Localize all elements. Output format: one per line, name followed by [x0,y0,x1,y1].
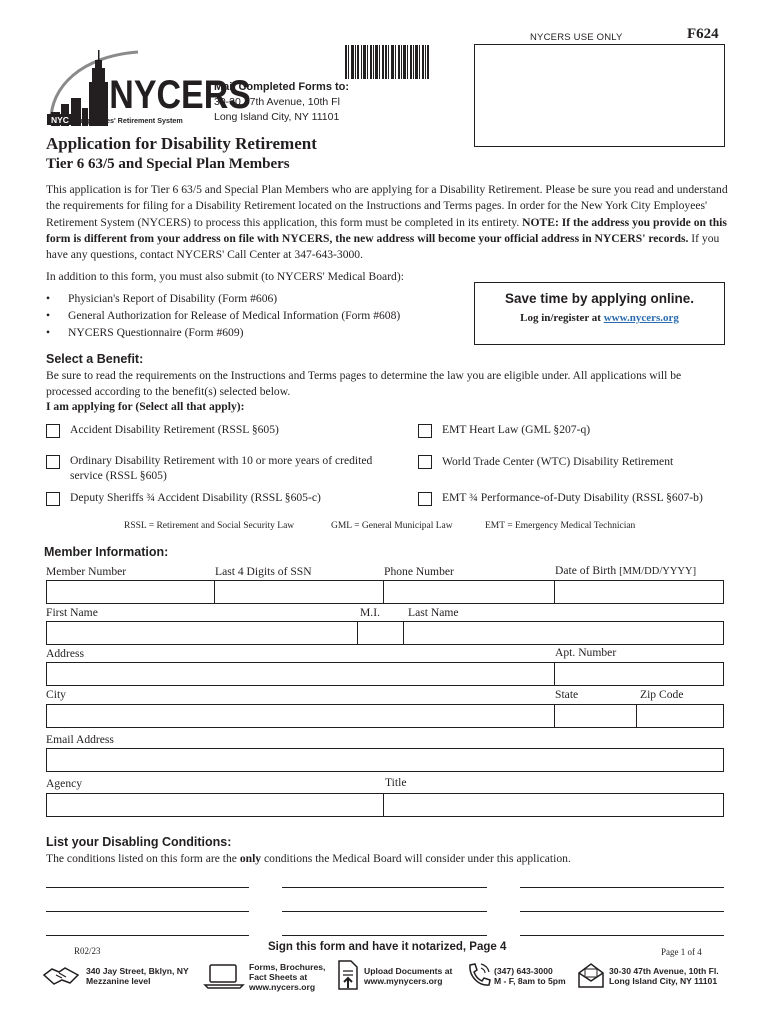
condition-line[interactable] [520,911,724,912]
footer-walkin-line1: 340 Jay Street, Bklyn, NY [86,966,189,976]
footer-upload-line2[interactable]: www.mynycers.org [364,976,443,986]
sign-notice: Sign this form and have it notarized, Page 4 [268,941,507,953]
footer-mail-line1: 30-30 47th Avenue, 10th Fl. [609,966,719,976]
page-number: Page 1 of 4 [661,947,702,957]
nycers-use-only-label: NYCERS USE ONLY [530,32,623,43]
phone-input[interactable] [383,580,556,604]
member-info-heading: Member Information: [44,545,169,559]
footer-forms-line1: Forms, Brochures, [249,962,326,972]
mail-line-2: Long Island City, NY 11101 [214,111,340,123]
svg-text:NYC: NYC [51,115,69,125]
apply-online-headline: Save time by applying online. [504,291,695,306]
label-member-number: Member Number [46,565,127,578]
condition-line[interactable] [282,935,487,936]
label-email: Email Address [46,733,114,746]
label-zip: Zip Code [640,688,684,701]
footer-forms-line3[interactable]: www.nycers.org [249,982,316,992]
conditions-text-before: The conditions listed on this form are the [46,852,240,865]
condition-line[interactable] [46,911,249,912]
title-input[interactable] [383,793,724,817]
label-ordinary-line2: service (RSSL §605) [70,469,167,482]
checkbox-emt-heart-law[interactable] [418,424,432,438]
apply-online-login [475,312,724,324]
additional-forms-lead: In addition to this form, you must also submit (to NYCERS' Medical Board): [46,270,404,283]
label-title: Title [385,776,407,789]
condition-line[interactable] [46,935,249,936]
footer-contact-bar [42,959,724,995]
conditions-heading: List your Disabling Conditions: [46,835,232,849]
footer-phone-line2: M - F, 8am to 5pm [494,976,566,986]
last-name-input[interactable] [403,621,724,645]
footer-mail-address [609,966,719,986]
mail-line-1: 30-30 47th Avenue, 10th Fl [214,96,340,108]
checkbox-emt-performance[interactable] [418,492,432,506]
checkbox-wtc-disability[interactable] [418,455,432,469]
condition-line[interactable] [520,887,724,888]
condition-line[interactable] [46,887,249,888]
nycers-logo [43,46,251,132]
label-first-name: First Name [46,606,98,619]
footer-upload-line1: Upload Documents at [364,966,453,976]
first-name-input[interactable] [46,621,359,645]
dob-input[interactable] [554,580,724,604]
label-ordinary-line1: Ordinary Disability Retirement with 10 or more years of credited [70,454,373,467]
form-subtitle: Tier 6 63/5 and Special Plan Members [46,156,290,172]
upload-document-icon [336,959,360,991]
footer-forms-line2: Fact Sheets at [249,972,308,982]
footer-walkin [86,966,189,986]
footer-walkin-line2: Mezzanine level [86,976,151,986]
label-apt: Apt. Number [555,646,617,659]
agency-input[interactable] [46,793,385,817]
label-phone: Phone Number [384,565,454,578]
state-input[interactable] [554,704,638,728]
label-emt-heart-law: EMT Heart Law (GML §207-q) [442,423,591,436]
city-input[interactable] [46,704,556,728]
login-prefix: Log in/register at [520,312,604,324]
label-deputy-sheriffs: Deputy Sheriffs ¾ Accident Disability (RSSL §605-c) [70,491,321,504]
list-item: • General Authorization for Release of Medical Information (Form #608) [46,307,400,324]
benefit-instructions: Be sure to read the requirements on the Instructions and Terms pages to determine the law you are eligible under. All applications will be processed according to the benefit(s) selected below. [46,369,682,398]
conditions-text-after: conditions the Medical Board will consider under this application. [261,852,571,865]
label-emt-performance: EMT ¾ Performance-of-Duty Disability (RSSL §607-b) [442,491,703,504]
label-ssn: Last 4 Digits of SSN [215,565,312,578]
label-city: City [46,688,66,701]
legend-rssl: RSSL = Retirement and Social Security Law [124,521,295,531]
label-accident-disability: Accident Disability Retirement (RSSL §605) [70,423,279,436]
svg-text:Employees' Retirement System: Employees' Retirement System [76,116,183,125]
benefit-applying-label: I am applying for (Select all that apply): [46,400,245,413]
member-number-input[interactable] [46,580,216,604]
label-address: Address [46,647,84,660]
handshake-icon [42,963,80,987]
email-input[interactable] [46,748,724,772]
apply-online-box [474,282,725,345]
nycers-use-only-box [474,44,725,147]
ssn-input[interactable] [214,580,385,604]
label-state: State [555,688,579,701]
checkbox-deputy-sheriffs[interactable] [46,492,60,506]
list-item: • NYCERS Questionnaire (Form #609) [46,324,400,341]
legend-emt: EMT = Emergency Medical Technician [485,521,636,531]
barcode [345,45,429,79]
form-id: F624 [687,26,719,42]
form-version: R02/23 [74,946,101,956]
label-dob-text: Date of Birth [555,564,617,577]
additional-forms-list [46,290,400,341]
mail-heading: Mail Completed Forms to: [214,81,350,93]
intro-paragraph [46,182,728,263]
label-dob-format: [MM/DD/YYYY] [619,566,697,577]
footer-forms [249,962,325,992]
laptop-icon [202,963,246,989]
footer-phone-line1: (347) 643-3000 [494,966,553,976]
form-title: Application for Disability Retirement [46,134,317,153]
address-input[interactable] [46,662,556,686]
condition-line[interactable] [282,911,487,912]
label-agency: Agency [46,777,83,790]
legend-gml: GML = General Municipal Law [331,521,453,531]
label-wtc-disability: World Trade Center (WTC) Disability Retirement [442,455,674,468]
mailing-address [214,80,349,125]
label-dob [555,564,696,577]
conditions-text [46,851,571,867]
footer-phone [494,966,566,986]
footer-mail-line2: Long Island City, NY 11101 [609,976,718,986]
condition-line[interactable] [520,935,724,936]
intro-text: This application is for Tier 6 63/5 and Special Plan Members who are applying for a Disability Retirement. Please be sure you read and understand the requirements for filing for a Disability Retirement located on the Instructions and Terms pages. In order for the New York City Employees' Retirement System (NYCERS) to process this application, this form must be completed in its entirety. [46,183,728,229]
checkbox-accident-disability[interactable] [46,424,60,438]
nycers-website-link[interactable]: www.nycers.org [603,312,679,324]
label-last-name: Last Name [408,606,459,619]
select-benefit-heading: Select a Benefit: [46,352,144,366]
intro-tail: If you have any questions, contact NYCERS' Call Center at 347-643-3000. [46,231,720,262]
zip-input[interactable] [636,704,724,728]
condition-line[interactable] [282,887,487,888]
conditions-text-bold: only [239,852,262,865]
phone-icon [466,961,492,989]
mi-input[interactable] [357,621,405,645]
apt-input[interactable] [554,662,724,686]
footer-upload [364,966,452,986]
intro-note: NOTE: If the address you provide on this form is different from your address on file with NYCERS, the new address will become your official address in NYCERS' records. [46,215,727,245]
checkbox-ordinary-disability[interactable] [46,455,60,469]
label-ordinary-disability [70,453,372,483]
list-item: • Physician's Report of Disability (Form #606) [46,290,400,307]
mail-envelope-icon [577,961,605,989]
label-mi: M.I. [360,606,380,619]
svg-text:NYCERS: NYCERS [109,71,251,117]
